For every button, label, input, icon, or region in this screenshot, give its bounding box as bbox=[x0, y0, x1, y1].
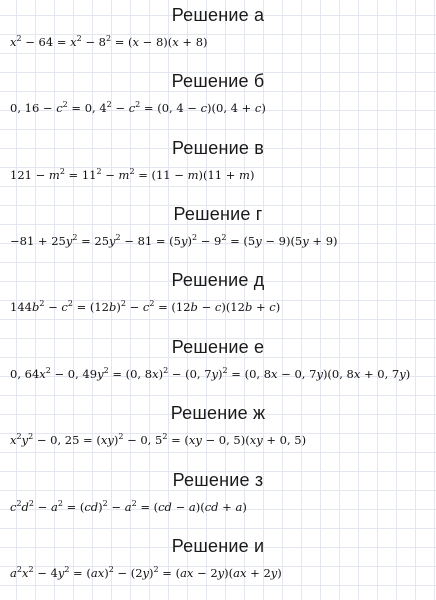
solution-formula: 0, $64x^2 - 0$, $49y^2 = (0$, 8x)$^2$ − (0, 7y)$^2$ = (0, 8x − 0, 7y)(0, 8x + 0, 7y) bbox=[10, 366, 411, 381]
solution-d bbox=[0, 269, 436, 314]
solution-v bbox=[0, 137, 436, 182]
solution-formula: $x^2 - 64 = x^2 - 8^2 = (x - 8)(x + 8)$ bbox=[10, 34, 208, 49]
solution-formula: $-81 + 25y^2 = 25y^2 - 81 = (5y)^2 - 9^2 = (5y - 9)(5y + 9)$ bbox=[10, 233, 338, 248]
solution-zh bbox=[0, 402, 436, 447]
solution-heading: Решение и bbox=[171, 536, 265, 556]
solution-formula: 0, $16 - c^2 = 0$, $4^2 - c^2 = (0$, 4 − c)(0, 4 + c) bbox=[10, 100, 266, 115]
solution-formula: $a^2x^2 - 4y^2 = (ax)^2 - (2y)^2 = (ax - 2y)(ax + 2y)$ bbox=[10, 565, 282, 580]
solution-heading: Решение г bbox=[173, 204, 263, 224]
solution-heading: Решение а bbox=[171, 5, 265, 25]
solution-heading: Решение д bbox=[171, 270, 265, 290]
solution-g bbox=[0, 203, 436, 248]
solution-formula: $x^2y^2 - 0$, 25 = (xy)$^2$ − 0, $5^2 = (xy - 0$, 5)(xy + 0, 5) bbox=[10, 432, 307, 447]
solution-z bbox=[0, 469, 436, 514]
solution-heading: Решение в bbox=[171, 138, 265, 158]
solution-heading: Решение ж bbox=[170, 403, 266, 423]
solution-formula: $144b^2 - c^2 = (12b)^2 - c^2 = (12b - c)(12b + c)$ bbox=[10, 299, 281, 314]
solution-heading: Решение е bbox=[171, 337, 265, 357]
solution-e bbox=[0, 336, 436, 381]
solution-i bbox=[0, 535, 436, 580]
solution-a bbox=[0, 4, 436, 49]
solution-b bbox=[0, 70, 436, 115]
solution-formula: $121 - m^2 = 11^2 - m^2 = (11 - m)(11 + m)$ bbox=[10, 167, 255, 182]
solution-heading: Решение з bbox=[172, 470, 264, 490]
solution-formula: $c^2d^2 - a^2 = (cd)^2 - a^2 = (cd - a)(cd + a)$ bbox=[10, 499, 247, 514]
solution-heading: Решение б bbox=[171, 71, 265, 91]
